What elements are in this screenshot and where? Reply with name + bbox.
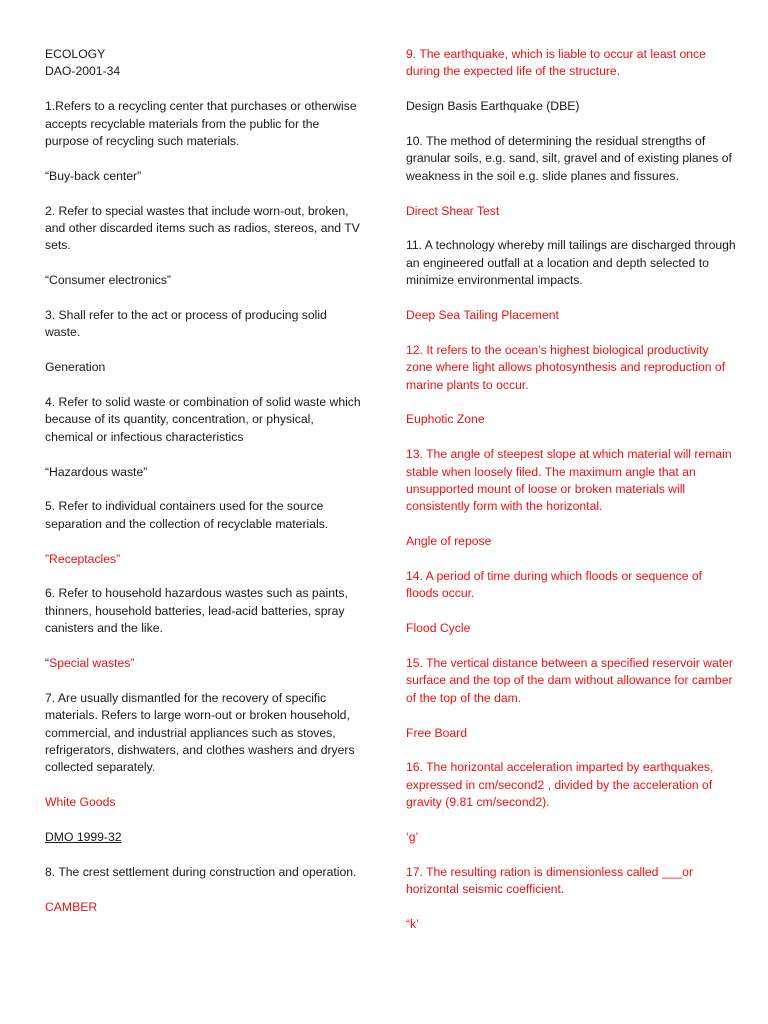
answer-4: “Hazardous waste” [45,464,148,479]
question-5: 5. Refer to individual containers used for the source separation and the collection of recyclable materials. [45,499,329,531]
question-7-text: 7. Are usually dismantled for the recovery of specific materials. Refers to large worn-out or broken household, commercial, and industrial appliances such as stoves, refrigerators, dishwaters, and clothes washers and dryers collected separately [45,690,355,775]
question-3: 3. Shall refer to the act or process of producing solid waste. [45,308,327,340]
section-heading-dao: DAO-2001-34 [45,64,121,79]
answer-15: Free Board [406,725,467,740]
answer-10: Direct Shear Test [406,203,500,218]
answer-13: Angle of repose [406,534,492,549]
section-heading-dmo: DMO 1999-32 [45,830,122,845]
answer-5: ”Receptacles” [45,551,121,566]
question-16: 16. The horizontal acceleration imparted by earthquakes, expressed in cm/second2 , divided by the acceleration of gravity (9.81 cm/second2). [406,760,714,810]
question-2: 2. Refer to special wastes that include worn-out, broken, and other discarded items such as radios, stereos, and TV sets. [45,203,360,253]
answer-2: “Consumer electronics” [45,273,171,288]
question-14: 14. A period of time during which floods or sequence of floods occur. [406,569,703,601]
answer-6 [45,655,365,672]
answer-6-open-quote: “ [45,656,50,671]
question-4: 4. Refer to solid waste or combination of solid waste which because of its quantity, concentration, or physical, chemical or infectious characteristics [45,395,361,444]
answer-8: CAMBER [45,899,98,914]
question-10: 10. The method of determining the residual strengths of granular soils, e.g. sand, silt, gravel and of existing planes of weakness in the soil e.g. slide planes and fissures. [406,134,732,183]
answer-6-text: Special wastes” [49,656,135,671]
answer-9: Design Basis Earthquake (DBE) [406,99,580,114]
question-11-text: 11. A technology whereby mill tailings are discharged through an engineered outfall at a location and depth selected to minimize environmental impacts [406,238,736,288]
question-1: 1.Refers to a recycling center that purchases or otherwise accepts recyclable materials from the public for the purpose of recycling such materials. [45,99,357,149]
left-column [45,46,365,933]
answer-1: “Buy-back center” [45,168,142,183]
answer-11: Deep Sea Tailing Placement [406,308,559,323]
answer-7: White Goods [45,795,116,810]
answer-3: Generation [45,360,106,375]
answer-17: “k’ [406,917,419,932]
question-8: 8. The crest settlement during construction and operation. [45,864,357,879]
question-7-period: . [151,760,156,775]
section-heading-ecology: ECOLOGY [45,47,106,61]
answer-16: ‘g’ [406,830,419,845]
question-9: 9. The earthquake, which is liable to occur at least once during the expected life of the structure. [406,47,706,79]
question-7 [45,690,365,777]
question-17: 17. The resulting ration is dimensionless called ___or horizontal seismic coefficient. [406,864,694,897]
question-12: 12. It refers to the ocean’s highest biological productivity zone where light allows photosynthesis and reproduction of marine plants to occur. [406,342,726,392]
question-15: 15. The vertical distance between a specified reservoir water surface and the top of the dam without allowance for camber of the top of the dam. [406,656,733,705]
answer-12: Euphotic Zone [406,412,485,427]
question-13: 13. The angle of steepest slope at which material will remain stable when loosely filed. The maximum angle that an unsupported mount of loose or broken materials will consistently form with the horizontal. [406,447,732,514]
right-column [406,46,736,951]
question-11-period: . [579,273,583,288]
answer-14: Flood Cycle [406,621,471,636]
question-11 [406,237,736,289]
question-6: 6. Refer to household hazardous wastes such as paints, thinners, household batteries, lead-acid batteries, spray canisters and the like. [45,586,348,636]
